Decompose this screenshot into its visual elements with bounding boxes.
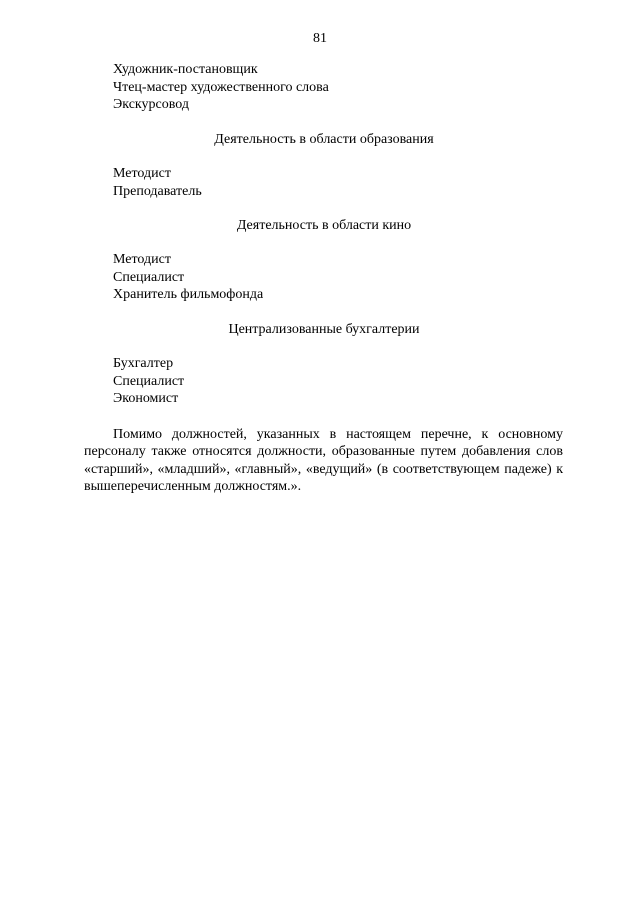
position-list-culture: [113, 61, 329, 114]
list-item: Экономист: [113, 391, 179, 407]
position-list-accounting: [113, 355, 184, 408]
list-item: Методист: [113, 166, 171, 181]
list-item: Специалист: [113, 269, 185, 285]
list-item: Преподаватель: [113, 183, 202, 199]
closing-paragraph: Помимо должностей, указанных в настоящем перечне, к основному персоналу также относятся должности, образованные путем добавления слов «старший», «младший», «главный», «ведущий» (в соответствующем падеже) к вышеперечисленным должностям.».: [84, 427, 563, 495]
page-number: 81: [313, 31, 327, 46]
section-heading-cinema: Деятельность в области кино: [236, 218, 412, 233]
list-item: Специалист: [113, 373, 185, 389]
section-heading-education: Деятельность в области образования: [214, 132, 434, 147]
list-item: Методист: [113, 252, 171, 267]
list-item: Экскурсовод: [113, 97, 189, 113]
position-list-education: [113, 165, 202, 200]
list-item: Хранитель фильмофонда: [113, 287, 264, 303]
section-heading-accounting: Централизованные бухгалтерии: [228, 322, 420, 337]
list-item: Бухгалтер: [113, 356, 174, 371]
position-list-cinema: [113, 251, 263, 304]
list-item: Чтец-мастер художественного слова: [113, 79, 329, 95]
list-item: Художник-постановщик: [113, 62, 258, 77]
